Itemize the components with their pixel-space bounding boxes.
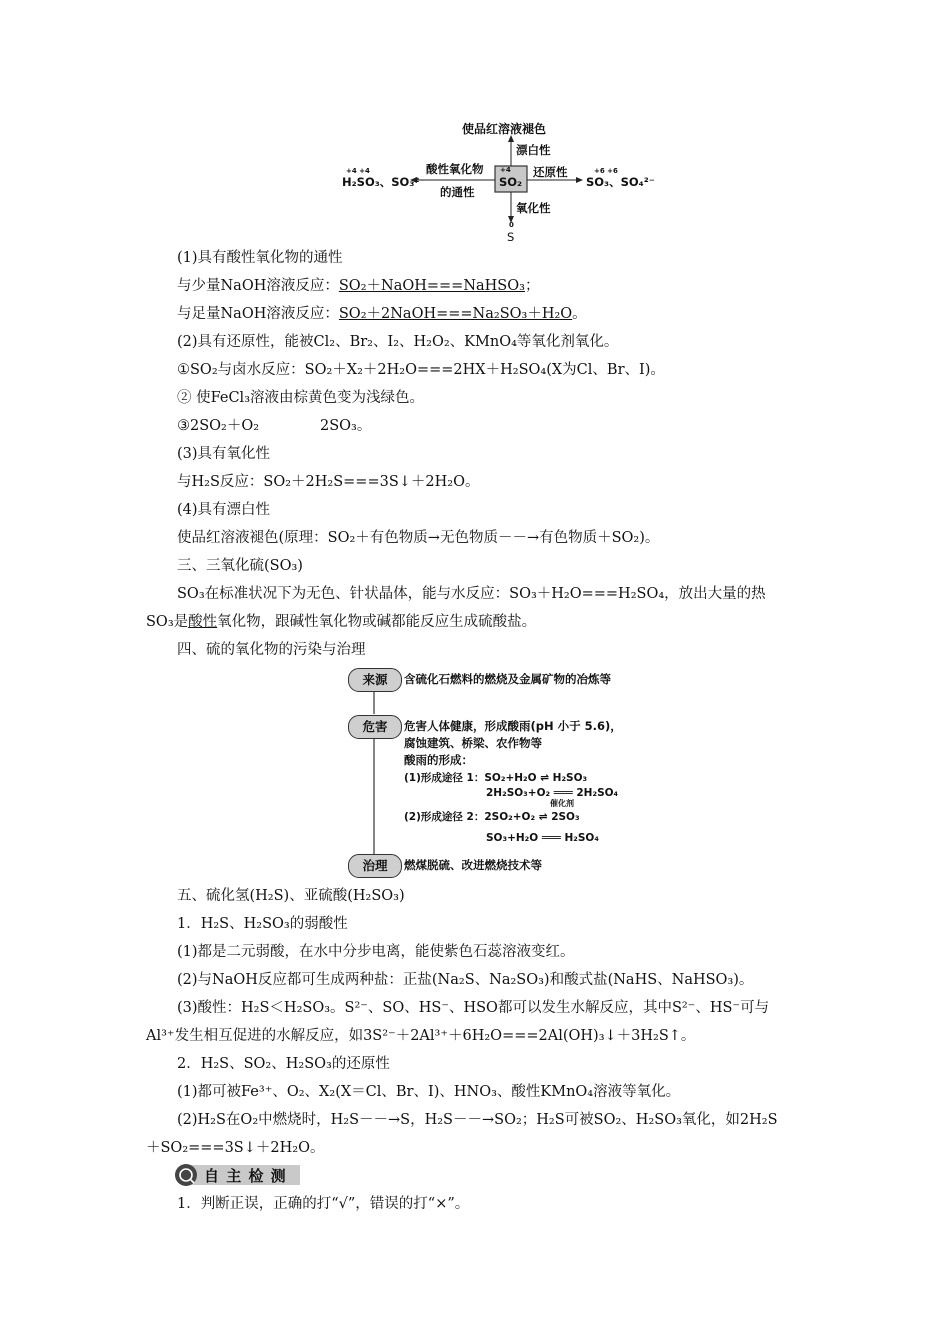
source-text: 含硫化石燃料的燃烧及金属矿物的冶炼等 (404, 672, 611, 686)
route-1: (1)形成途径 1：SO₂+H₂O ⇌ H₂SO₃ (404, 772, 588, 784)
section-heading: 四、硫的氧化物的污染与治理 (177, 642, 366, 658)
acidic-oxide-label-2: 的通性 (440, 185, 475, 199)
treatment-text: 燃煤脱硫、改进燃烧技术等 (404, 858, 542, 872)
text-line: (1)具有酸性氧化物的通性 (177, 250, 343, 266)
harm-text-3: 酸雨的形成： (404, 753, 473, 767)
text-line: (3)酸性：H₂S＜H₂SO₃。S²⁻、SO、HS⁻、HSO都可以发生水解反应，其中S²⁻、HS⁻可与 (177, 1000, 770, 1016)
text-line: ③2SO₂＋O₂ (177, 418, 260, 434)
bleaching-label: 漂白性 (516, 143, 551, 157)
right-result: SO₃、SO₄²⁻ (586, 175, 655, 189)
badge-title: 自 主 检 测 (204, 1167, 287, 1185)
text-line: ①SO₂与卤水反应：SO₂＋X₂＋2H₂O===2HX＋H₂SO₄(X为Cl、Br、I)。 (177, 362, 665, 378)
center-so2: SO₂ (499, 175, 523, 189)
left-result: H₂SO₃、SO₃²⁻ (342, 175, 426, 189)
text-line: 2．H₂S、SO₂、H₂SO₃的还原性 (177, 1056, 390, 1072)
section-heading: 三、三氧化硫(SO₃) (177, 558, 303, 574)
harm-text-2: 腐蚀建筑、桥梁、农作物等 (404, 736, 542, 750)
text-line: (4)具有漂白性 (177, 502, 271, 518)
question-line: 1．判断正误，正确的打“√”，错误的打“×”。 (177, 1196, 470, 1212)
pollution-flow-diagram (338, 664, 668, 878)
text-line: 与H₂S反应：SO₂＋2H₂S===3S↓＋2H₂O。 (177, 474, 480, 490)
bottom-oxidation-state: 0 (509, 221, 514, 229)
route-1b: 2H₂SO₃+O₂ ═══ 2H₂SO₄ (486, 787, 619, 799)
text-line: ② 使FeCl₃溶液由棕黄色变为浅绿色。 (177, 390, 425, 406)
section-heading: 五、硫化氢(H₂S)、亚硫酸(H₂SO₃) (177, 888, 405, 904)
text-line: 使品红溶液褪色(原理：SO₂＋有色物质→无色物质－－→有色物质＋SO₂)。 (177, 530, 660, 546)
text-line: (3)具有氧化性 (177, 446, 271, 462)
text-line: SO₃是酸性氧化物，跟碱性氧化物或碱都能反应生成硫酸盐。 (146, 614, 537, 630)
text-line: 与足量NaOH溶液反应：SO₂＋2NaOH===Na₂SO₃＋H₂O。 (177, 306, 587, 322)
oxidizing-label: 氧化性 (516, 201, 551, 215)
text-line: 2SO₃。 (320, 418, 372, 434)
acidic-oxide-label-1: 酸性氧化物 (426, 162, 484, 176)
center-oxidation-state: +4 (500, 166, 511, 174)
harm-text-1: 危害人体健康，形成酸雨(pH 小于 5.6)， (404, 719, 622, 733)
bottom-result-s: S (507, 230, 515, 244)
text-line: Al³⁺发生相互促进的水解反应，如3S²⁻＋2Al³⁺＋6H₂O===2Al(OH)₃↓＋3H₂S↑。 (146, 1028, 696, 1044)
left-oxidation-states: +4 +4 (346, 167, 370, 175)
text-line: (1)都可被Fe³⁺、O₂、X₂(X＝Cl、Br、I)、HNO₃、酸性KMnO₄溶液等氧化。 (177, 1084, 681, 1100)
catalyst-label: 催化剂 (550, 799, 574, 808)
text-line: (2)H₂S在O₂中燃烧时，H₂S－－→S，H₂S－－→SO₂；H₂S可被SO₂、H₂SO₃氧化，如2H₂S (177, 1112, 778, 1128)
text-line: ＋SO₂===3S↓＋2H₂O。 (146, 1140, 325, 1156)
route-2: (2)形成途径 2：2SO₂+O₂ ⇌ 2SO₃ (404, 811, 580, 823)
harm-pill: 危害 (348, 715, 402, 739)
text-line: (2)具有还原性，能被Cl₂、Br₂、I₂、H₂O₂、KMnO₄等氧化剂氧化。 (177, 334, 619, 350)
text-line: 与少量NaOH溶液反应：SO₂＋NaOH===NaHSO₃； (177, 278, 540, 294)
diagram-top-label: 使品红溶液褪色 (462, 122, 547, 136)
self-check-badge (174, 1163, 300, 1187)
text-line: (1)都是二元弱酸，在水中分步电离，能使紫色石蕊溶液变红。 (177, 944, 575, 960)
source-pill: 来源 (348, 668, 402, 692)
text-line: SO₃在标准状况下为无色、针状晶体，能与水反应：SO₃＋H₂O===H₂SO₄，放出大量的热 (177, 586, 766, 602)
right-oxidation-states: +6 +6 (594, 167, 618, 175)
reducing-label: 还原性 (533, 165, 568, 179)
so2-property-diagram (340, 118, 655, 248)
treatment-pill: 治理 (348, 854, 402, 878)
text-line: (2)与NaOH反应都可生成两种盐：正盐(Na₂S、Na₂SO₃)和酸式盐(NaHS、NaHSO₃)。 (177, 972, 754, 988)
text-line: 1．H₂S、H₂SO₃的弱酸性 (177, 916, 348, 932)
route-2b: SO₃+H₂O ═══ H₂SO₄ (486, 832, 599, 844)
